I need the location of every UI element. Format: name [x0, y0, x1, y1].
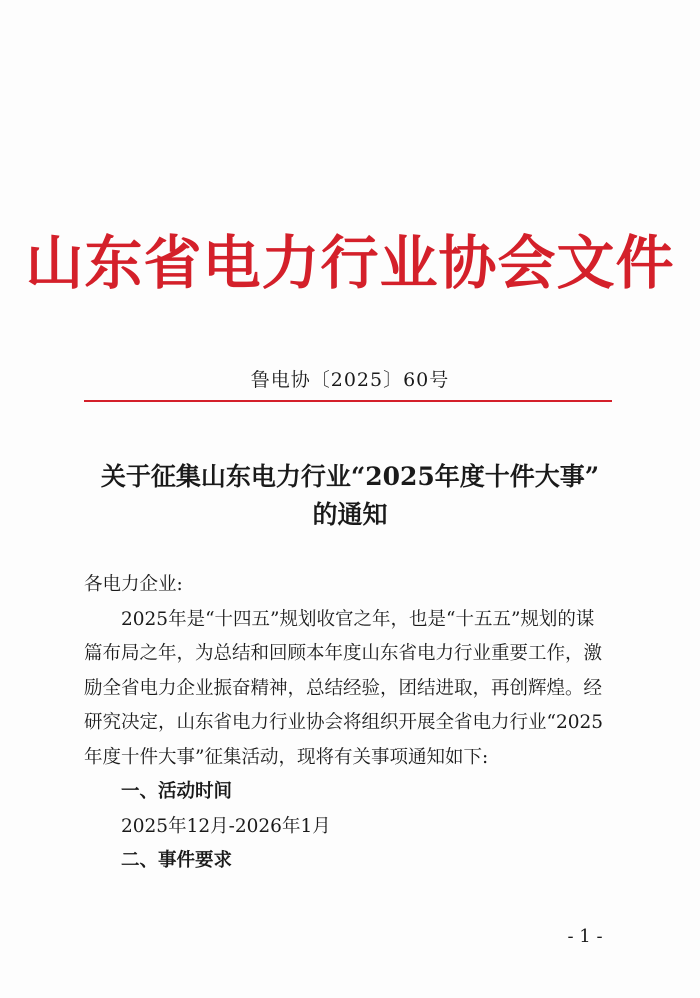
- section-heading-requirements: 二、事件要求: [121, 850, 233, 871]
- notice-title-line1: 关于征集山东电力行业“2025年度十件大事”: [100, 462, 600, 491]
- section-heading-time: 一、活动时间: [121, 781, 233, 802]
- org-header-title: 山东省电力行业协会文件: [25, 229, 675, 297]
- notice-title: [0, 458, 700, 534]
- notice-title-line2: 的通知: [312, 500, 388, 529]
- red-separator-line: [84, 400, 612, 402]
- salutation: 各电力企业:: [84, 574, 183, 595]
- intro-paragraph: 2025年是“十四五”规划收官之年，也是“十五五”规划的谋篇布局之年，为总结和回顾本年度山东省电力行业重要工作，激励全省电力企业振奋精神，总结经验，团结进取，再创辉煌。经研究决定，山东省电力行业协会将组织开展全省电力行业“2025年度十件大事”征集活动，现将有关事项通知如下:: [84, 608, 604, 768]
- section-text-time: 2025年12月-2026年1月: [121, 815, 331, 837]
- page-number: - 1 -: [567, 926, 603, 947]
- notice-body: [84, 568, 612, 879]
- document-number: 鲁电协〔2025〕60号: [250, 369, 450, 391]
